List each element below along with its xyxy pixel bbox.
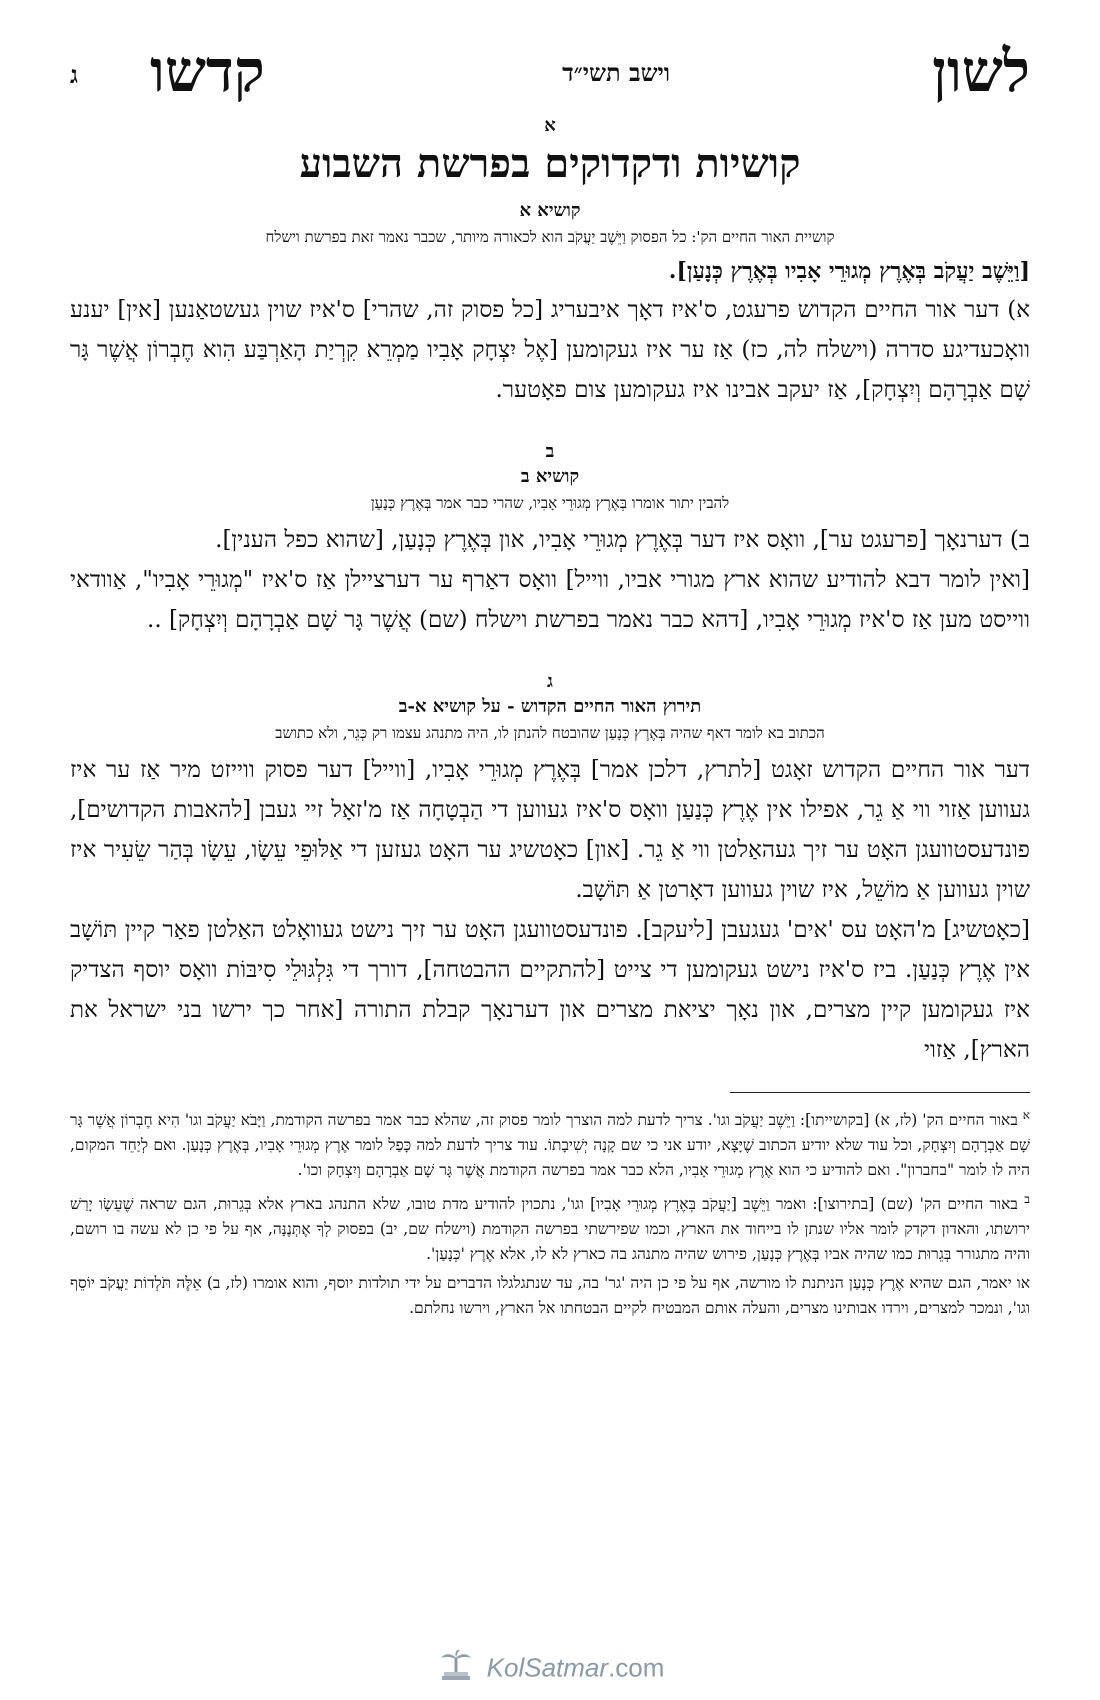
footnote	[70, 1271, 1030, 1321]
section-letter: א	[544, 115, 556, 136]
section-b	[70, 440, 1030, 640]
question-title: קושיא ב	[520, 466, 580, 487]
footnote	[70, 1103, 1030, 1183]
verse-quote: [וַיֵּשֶׁב יַעֲקֹב בְּאֶרֶץ מְגוּרֵי אָבִיו בְּאֶרֶץ כְּנָעַן].	[668, 258, 1030, 284]
footnote-mark: ב	[1024, 1192, 1030, 1207]
masthead	[70, 36, 1030, 114]
footnote-mark: א	[1022, 1108, 1030, 1122]
question-explain: להבין יתור אומרו בְּאֶרֶץ מְגוּרֵי אָבִיו, שהרי כבר אמר בְּאֶרֶץ כְּנָעַן	[370, 494, 730, 512]
footnote-text: באור החיים הק' (שם) [בתירוצו]: ואמר וַיֵּשֶׁב [יַעֲקֹב בְּאֶרֶץ מְגוּרֵי אָבִיו] וגו', נתכוין להודיע מדת טובו, שלא התנהג בארץ אלא בְּגֵרוּת, הגם שראה שֶׁעֵשָׂו יָרַשׁ ירושתו, והאדון דקדק לומר אליו שנתן לו בייחוד את הארץ, וכמו שפירשתי בפרשה הקודמת (וישלח שם, יב) בפסוק לְךָ אֶתְּנֶנָּה, אף על פי כן לא עשה בו רושם, והיה מתגורר בְּגֵרוּת כמו שהיה אביו בְּאֶרֶץ כְּנָעַן, פירוש שהיה מתנהג בה כארץ לא לו, אלא אֶרֶץ 'כְּנָעַן'.	[70, 1195, 1030, 1264]
section-a	[70, 114, 1030, 410]
page-number: ג	[70, 60, 78, 89]
paragraph: דער אור החיים הקדוש זאָגט [לתרץ, דלכן אמר] בְּאֶרֶץ מְגוּרֵי אָבִיו, [ווייל] דער פסוק ווייזט מיר אַז ער איז געווען אַזוי ווי אַ גֵר, אפילו אין אֶרֶץ כְּנַעַן וואָס ס'איז געווען די הַבְטָחָה אַז מ'זאָל זיי געבן [להאבות הקדושים], פונדעסטוועגן האָט ער זיך געהאַלטן ווי אַ גֵר. [און] כאָטשיג ער האָט געזען די אַלּוּפֵי עֵשָׂו, עֵשָׂו בְּהַר שֵׂעִיר איז שוין געווען אַ מוֹשֵׁל, איז שוין געווען דאָרטן אַ תּוֹשָׁב.	[70, 757, 1030, 903]
paragraph: א) דער אור החיים הקדוש פרעגט, ס'איז דאָך איבעריג [כל פסוק זה, שהרי] ס'איז שוין געשטאַנען [אין] יענע וואָכעדיגע סדרה (וישלח לה, כז) אַז ער איז געקומען [אֶל יִצְחָק אָבִיו מַמְרֵא קִרְיַת הָאַרְבַּע הִוא חֶבְרוֹן אֲשֶׁר גָּר שָׁם אַבְרָהָם וְיִצְחָק], אַז יעקב אבינו איז געקומען צום פאָטער.	[70, 297, 1030, 403]
section-c	[70, 670, 1030, 1070]
answer-explain: הכתוב בא לומר דאף שהיה בְּאֶרֶץ כְּנָעַן שהובטח להנתן לו, היה מתנהג עצמו רק כְּגֵר, ולא כתושב	[275, 724, 825, 742]
footnote-text: או יאמר, הגם שהיא אֶרֶץ כְּנָעַן הניתנת לו מורשה, אף על פי כן היה 'גר' בה, עד שנתגלגלו הדברים על ידי תולדות יוסף, והוא אומרו (לז, ב) אֵלֶּה תֹּלְדוֹת יַעֲקֹב יוֹסֵף וגו', ונמכר למצרים, וירדו אבותינו מצרים, והעלה אותם המבטיח לקיים הבטחתו אל הארץ, וירשו נחלתם.	[70, 1274, 1030, 1318]
footnote-divider	[730, 1092, 1030, 1093]
paragraph: [ואין לומר דבא להודיע שהוא ארץ מגורי אביו, ווייל] וואָס דאַרף ער דערציילן אַז ס'איז "מְגוּרֵי אָבִיו", אַוודאי ווייסט מען אַז ס'איז מְגוּרֵי אָבִיו, [דהא כבר נאמר בפרשת וישלח (שם) אֲשֶׁר גָּר שָׁם אַבְרָהָם וְיִצְחָק] ..	[70, 567, 1030, 633]
footnotes	[70, 1103, 1030, 1321]
section-letter: ב	[545, 441, 555, 462]
masthead-title-left: קדשו	[150, 37, 265, 105]
section-letter: ג	[547, 671, 553, 692]
main-title: קושיות ודקדוקים בפרשת השבוע	[299, 140, 801, 187]
palm-tree-books-icon	[436, 1648, 476, 1688]
paragraph: [כאָטשיג] מ'האָט עס 'אים' געגעבן [ליעקב]. פונדעסטוועגן האָט ער זיך נישט געוואָלט האַלטן פאַר קיין תּוֹשָׁב אין אֶרֶץ כְּנַעַן. ביז ס'איז נישט געקומען די צייט [להתקיים ההבטחה], דורך די גִּלְגּוּלֵי סִיבּוֹת וואָס יוסף הצדיק איז געקומען קיין מצרים, און נאָך יציאת מצרים און דערנאָך קבלת התורה [אחר כך ירשו בני ישראל את הארץ], אַזוי	[70, 917, 1030, 1063]
paragraph: ב) דערנאָך [פרעגט ער], וואָס איז דער בְּאֶרֶץ מְגוּרֵי אָבִיו, און בְּאֶרֶץ כְּנָעַן, [שהוא כפל הענין].	[215, 527, 1030, 553]
footnote	[70, 1187, 1030, 1267]
question-explain: קושיית האור החיים הק': כל הפסוק וַיֵּשֶׁב יַעֲקֹב הוא לכאורה מיותר, שכבר נאמר זאת בפרשת וישלח	[265, 228, 835, 246]
question-title: קושיא א	[519, 200, 581, 221]
masthead-title-right: לשון	[932, 37, 1030, 105]
masthead-issue: וישב תשי״ד	[562, 58, 670, 87]
site-name: KolSatmar.com	[486, 1652, 665, 1683]
site-logo	[0, 1648, 1100, 1688]
answer-title: תירוץ האור החיים הקדוש - על קושיא א-ב	[398, 696, 702, 717]
footnote-text: באור החיים הק' (לז, א) [בקושייתו]: וַיֵּשֶׁב יַעֲקֹב וגו'. צריך לדעת למה הוצרך לומר פסוק זה, שהלא כבר אמר בפרשה הקודמת, וַיָּבֹא יַעֲקֹב וגו' הִיא חֶבְרוֹן אֲשֶׁר גָּר שָׁם אַבְרָהָם וְיִצְחָק, וכל עוד שלא יודיע הכתוב שֶׁיָּצָא, יודע אני כי שם קָנָה יְשִׁיבָתוֹ. עוד צריך לדעת למה כָּפַל לומר אֶרֶץ מְגוּרֵי אָבִיו, בְּאֶרֶץ כְּנָעַן. ואם לְיַחֵד המקום, היה לו לומר "בחברון". ואם להודיע כי הוא אֶרֶץ מְגוּרֵי אָבִיו, הלא כבר אמר בפרשה הקודמת אֲשֶׁר גָּר שָׁם אַבְרָהָם וְיִצְחָק וכו'.	[70, 1111, 1030, 1180]
